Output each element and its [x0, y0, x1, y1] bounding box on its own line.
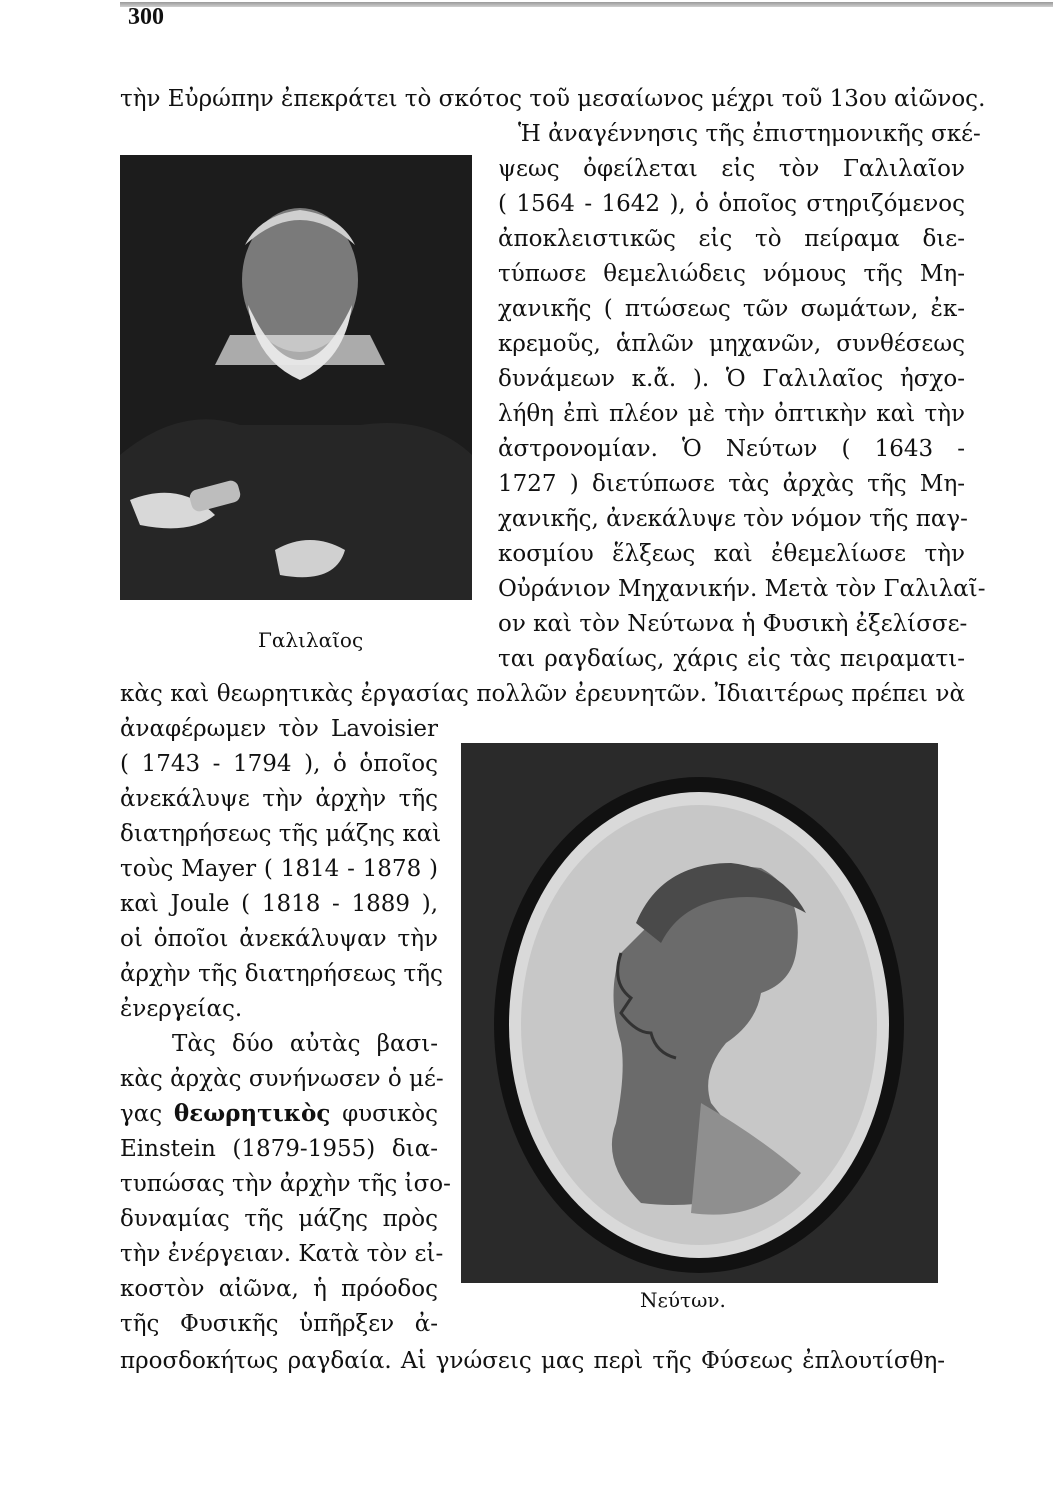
text-line: τῆς Φυσικῆς ὑπῆρξεν ἀ-	[120, 1311, 438, 1337]
text-line: ον καὶ τὸν Νεύτωνα ἡ Φυσικὴ ἐξελίσσε-	[498, 611, 968, 637]
text-line: δυναμίας τῆς μάζης πρὸς	[120, 1206, 438, 1232]
text-line	[120, 1099, 438, 1129]
text-line: ται ραγδαίως, χάρις εἰς τὰς πειραματι-	[498, 646, 965, 672]
text-line: κὰς καὶ θεωρητικὰς ἐργασίας πολλῶν ἐρευνητῶν. Ἰδιαιτέρως πρέπει νὰ	[120, 681, 965, 707]
text-line: λήθη ἐπὶ πλέον μὲ τὴν ὀπτικὴν καὶ τὴν	[498, 401, 965, 427]
text-line: τύπωσε θεμελιώδεις νόμους τῆς Μη-	[498, 261, 965, 287]
text-line: κοστὸν αἰῶνα, ἡ πρόοδος	[120, 1276, 438, 1302]
text-line: ἀποκλειστικῶς εἰς τὸ πείραμα διε-	[498, 226, 965, 252]
text-fragment: φυσικὸς	[330, 1101, 438, 1127]
newton-portrait	[461, 743, 938, 1283]
text-line: Ἡ ἀναγέννησις τῆς ἐπιστημονικῆς σκέ-	[518, 121, 981, 147]
text-line: ἐνεργείας.	[120, 996, 243, 1022]
text-line: προσδοκήτως ραγδαία. Αἱ γνώσεις μας περὶ τῆς Φύσεως ἐπλουτίσθη-	[120, 1348, 945, 1374]
text-line: τυπώσας τὴν ἀρχὴν τῆς ἰσο-	[120, 1171, 451, 1197]
text-line: Einstein (1879-1955) δια-	[120, 1136, 438, 1162]
text-line: ἀρχὴν τῆς διατηρήσεως τῆς	[120, 961, 443, 987]
text-line: Τὰς δύο αὐτὰς βασι-	[172, 1031, 438, 1057]
text-line: ( 1564 - 1642 ), ὁ ὁποῖος στηριζόμενος	[498, 191, 965, 217]
text-line: κὰς ἀρχὰς συνήνωσεν ὁ μέ-	[120, 1066, 444, 1092]
text-line: κοσμίου ἕλξεως καὶ ἐθεμελίωσε τὴν	[498, 541, 965, 567]
page-number: 300	[128, 4, 164, 30]
galileo-caption: Γαλιλαῖος	[258, 628, 364, 652]
text-line: 1727 ) διετύπωσε τὰς ἀρχὰς τῆς Μη-	[498, 471, 965, 497]
text-line: δυνάμεων κ.ἄ. ). Ὁ Γαλιλαῖος ἠσχο-	[498, 366, 965, 392]
text-line: χανικῆς ( πτώσεως τῶν σωμάτων, ἐκ-	[498, 296, 965, 322]
text-line: Οὐράνιον Μηχανικήν. Μετὰ τὸν Γαλιλαῖ-	[498, 576, 986, 602]
text-line: ἀναφέρωμεν τὸν Lavoisier	[120, 716, 438, 742]
text-line: τὴν ἐνέργειαν. Κατὰ τὸν εἰ-	[120, 1241, 444, 1267]
text-fragment: γας	[120, 1101, 174, 1127]
page-top-rule	[120, 2, 1053, 7]
text-line: κρεμοῦς, ἁπλῶν μηχανῶν, συνθέσεως	[498, 331, 965, 357]
text-line: ἀστρονομίαν. Ὁ Νεύτων ( 1643 -	[498, 436, 965, 462]
bold-text: θεωρητικὸς	[173, 1100, 331, 1127]
text-line: καὶ Joule ( 1818 - 1889 ),	[120, 891, 438, 917]
text-line: τοὺς Mayer ( 1814 - 1878 )	[120, 856, 438, 882]
text-line: τὴν Εὐρώπην ἐπεκράτει τὸ σκότος τοῦ μεσαίωνος μέχρι τοῦ 13ου αἰῶνος.	[120, 86, 986, 112]
text-line: διατηρήσεως τῆς μάζης καὶ	[120, 821, 442, 847]
text-line: ψεως ὀφείλεται εἰς τὸν Γαλιλαῖον	[498, 156, 965, 182]
newton-caption: Νεύτων.	[640, 1288, 726, 1312]
text-line: ( 1743 - 1794 ), ὁ ὁποῖος	[120, 751, 438, 777]
text-line: οἱ ὁποῖοι ἀνεκάλυψαν τὴν	[120, 926, 438, 952]
galileo-portrait	[120, 155, 472, 600]
text-line: χανικῆς, ἀνεκάλυψε τὸν νόμον τῆς παγ-	[498, 506, 968, 532]
text-line: ἀνεκάλυψε τὴν ἀρχὴν τῆς	[120, 786, 438, 812]
